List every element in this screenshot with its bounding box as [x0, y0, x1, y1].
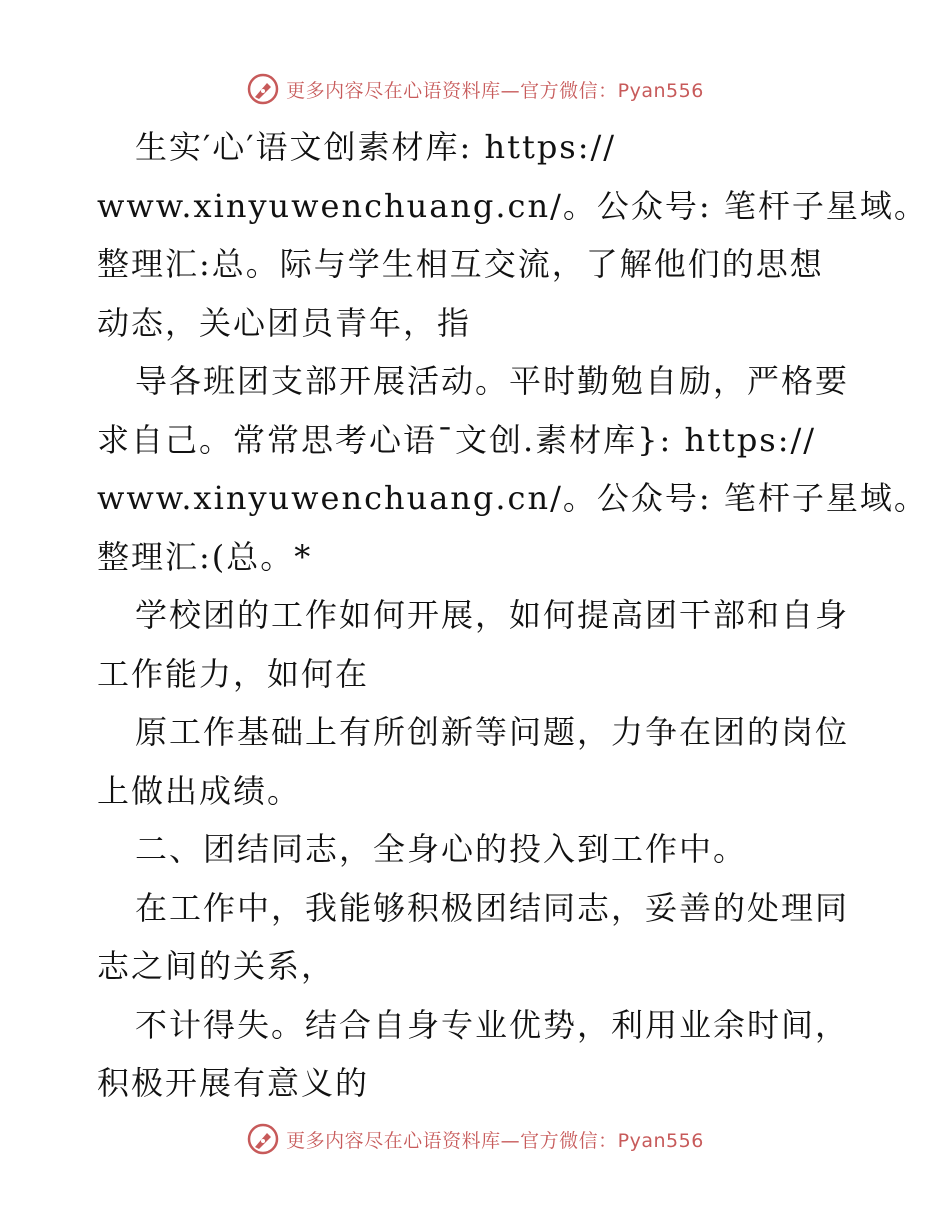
- text-line: 积极开展有意义的: [97, 1064, 370, 1102]
- text-line: 学校团的工作如何开展，如何提高团干部和自身: [135, 596, 850, 634]
- document-body: [97, 118, 928, 1113]
- footer-watermark-banner: [0, 1122, 950, 1156]
- text-line: 在工作中，我能够积极团结同志，妥善的处理同: [135, 888, 850, 927]
- text-line: 上做出成绩。: [97, 771, 302, 810]
- header-watermark-banner: [0, 72, 950, 106]
- pen-nib-logo-icon: [246, 72, 280, 106]
- text-line: 求自己。常常思考心语¯文创.素材库}: https://: [97, 420, 817, 459]
- footer-watermark-text: 更多内容尽在心语资料库—官方微信：Pyan556: [286, 1129, 704, 1152]
- text-line: 原工作基础上有所创新等问题，力争在团的岗位: [135, 713, 850, 751]
- text-line: www.xinyuwenchuang.cn/。公众号: 笔杆子星域。: [97, 479, 928, 517]
- text-line: 志之间的关系，: [97, 947, 336, 985]
- header-watermark-text: 更多内容尽在心语资料库—官方微信：Pyan556: [286, 79, 704, 102]
- text-line: 动态，关心团员青年，指: [97, 303, 472, 342]
- text-line: 整理汇:(总。*: [97, 537, 313, 576]
- text-line: 整理汇:总。际与学生相互交流，了解他们的思想: [97, 245, 824, 283]
- text-line: 二、团结同志，全身心的投入到工作中。: [135, 830, 748, 868]
- text-line: 导各班团支部开展活动。平时勤勉自励，严格要: [135, 362, 850, 400]
- text-line: www.xinyuwenchuang.cn/。公众号: 笔杆子星域。: [97, 186, 928, 225]
- text-line: 生实′心′语文创素材库: https://: [135, 128, 617, 166]
- text-line: 不计得失。结合自身专业优势，利用业余时间，: [135, 1005, 850, 1044]
- text-line: 工作能力，如何在: [97, 654, 370, 693]
- pen-nib-logo-icon: [246, 1122, 280, 1156]
